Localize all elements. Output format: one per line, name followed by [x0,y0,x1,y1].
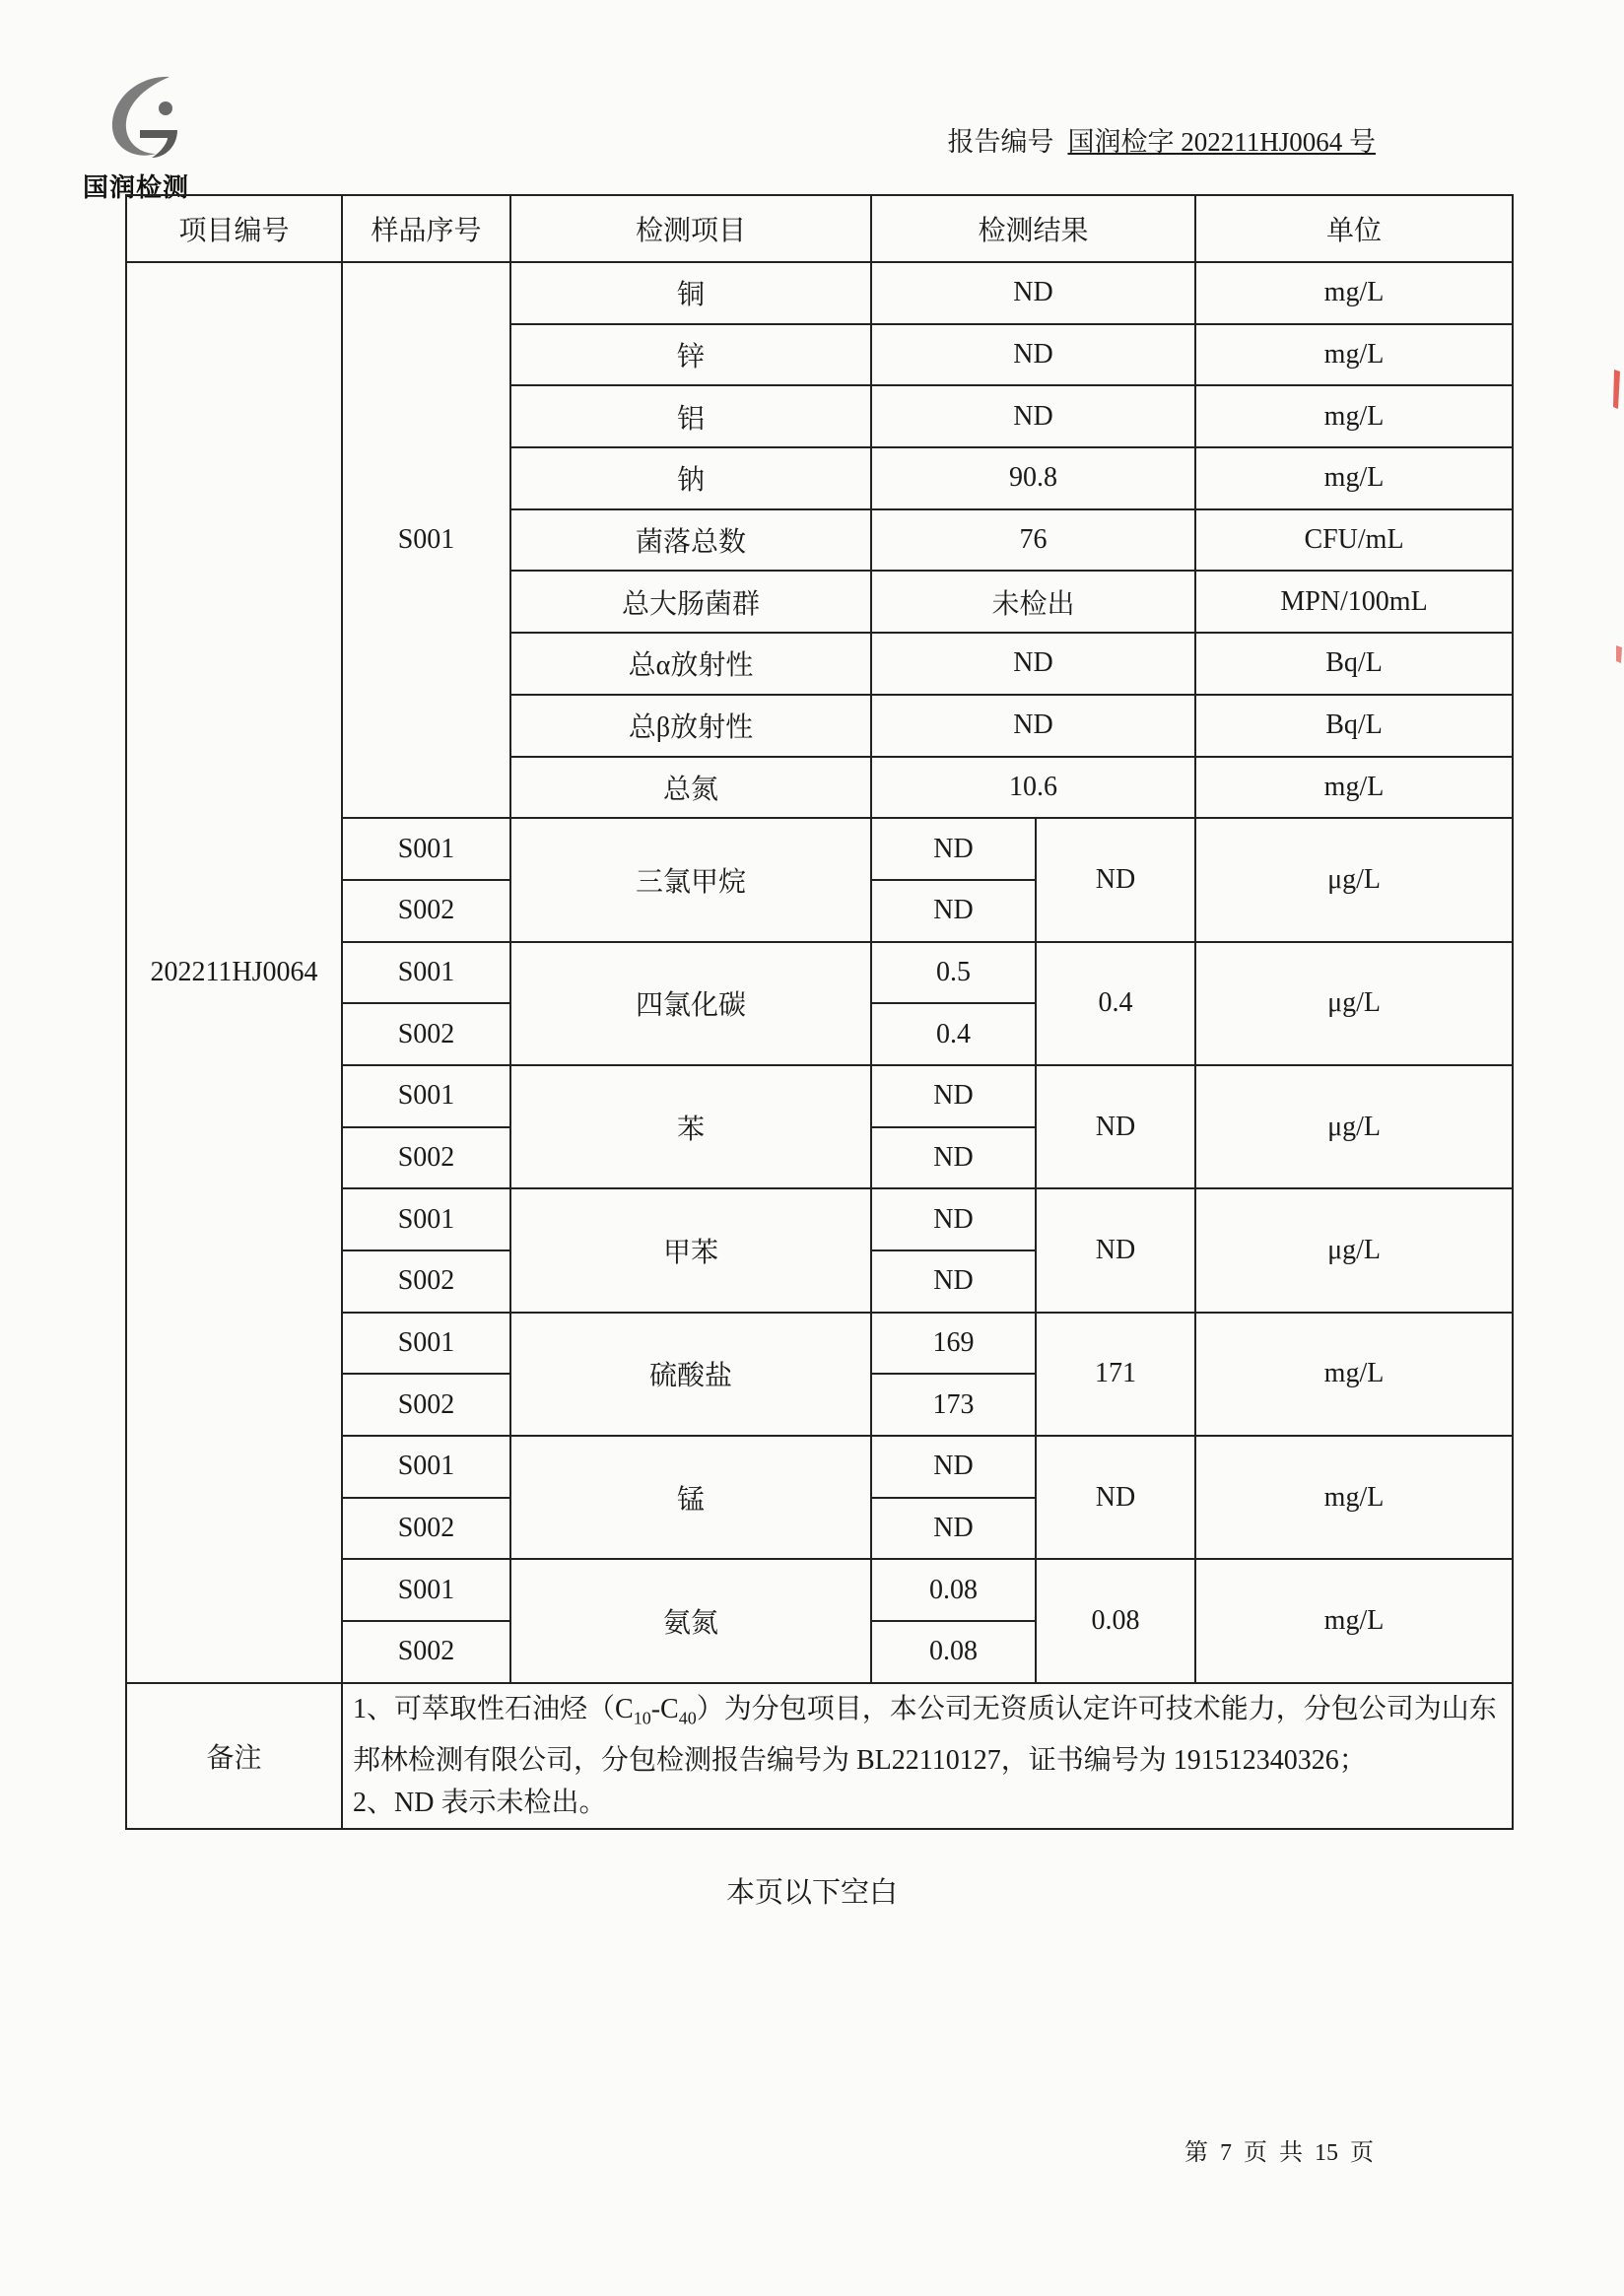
result-cell: 0.5 [871,942,1036,1004]
result-cell: ND [871,1436,1036,1498]
average-result-cell: ND [1036,1065,1195,1188]
unit-cell: MPN/100mL [1195,571,1513,633]
test-item-cell: 锰 [510,1436,871,1559]
unit-cell: Bq/L [1195,695,1513,757]
result-cell: ND [871,633,1195,695]
unit-cell: μg/L [1195,818,1513,941]
col-header-test-item: 检测项目 [510,195,871,262]
sample-no-cell: S002 [342,1127,510,1189]
test-item-cell: 菌落总数 [510,509,871,572]
unit-cell: μg/L [1195,942,1513,1065]
remarks-line1-a: 1、可萃取性石油烃（C [353,1693,634,1724]
sample-no-cell: S002 [342,880,510,942]
result-cell: 173 [871,1374,1036,1436]
sample-no-cell: S001 [342,1313,510,1375]
test-item-cell: 铜 [510,262,871,324]
test-item-cell: 硫酸盐 [510,1313,871,1436]
sample-no-cell: S001 [342,1559,510,1621]
remarks-line1-b: -C [650,1693,679,1724]
unit-cell: mg/L [1195,1313,1513,1436]
unit-cell: mg/L [1195,1559,1513,1682]
test-item-cell: 氨氮 [510,1559,871,1682]
sample-no-cell: S002 [342,1250,510,1313]
result-cell: ND [871,1065,1036,1127]
result-cell: 0.08 [871,1621,1036,1683]
unit-cell: mg/L [1195,385,1513,447]
result-cell: 76 [871,509,1195,572]
unit-cell: mg/L [1195,757,1513,819]
table-header-row [126,195,1513,262]
test-item-cell: 四氯化碳 [510,942,871,1065]
result-cell: ND [871,1188,1036,1250]
unit-cell: Bq/L [1195,633,1513,695]
result-cell: 0.4 [871,1003,1036,1065]
sample-no-cell: S002 [342,1003,510,1065]
report-number-value: 国润检字 202211HJ0064 号 [1067,127,1376,157]
page-total: 15 [1315,2140,1338,2166]
unit-cell: mg/L [1195,324,1513,386]
project-no-cell: 202211HJ0064 [126,262,342,1683]
test-item-cell: 钠 [510,447,871,509]
result-cell: 10.6 [871,757,1195,819]
col-header-result: 检测结果 [871,195,1195,262]
average-result-cell: ND [1036,1436,1195,1559]
average-result-cell: ND [1036,818,1195,941]
result-cell: 0.08 [871,1559,1036,1621]
col-header-unit: 单位 [1195,195,1513,262]
sample-no-cell: S002 [342,1498,510,1560]
remarks-label: 备注 [126,1683,342,1830]
result-cell: 未检出 [871,571,1195,633]
test-item-cell: 总氮 [510,757,871,819]
logo-text: 国润检测 [83,173,190,203]
sample-no-cell: S001 [342,1188,510,1250]
remarks-line2: 2、ND 表示未检出。 [353,1788,607,1819]
sample-no-cell: S001 [342,818,510,880]
blank-below-note: 本页以下空白 [725,1877,898,1909]
result-cell: ND [871,1250,1036,1313]
unit-cell: μg/L [1195,1188,1513,1312]
page-total-word: 共 [1279,2140,1303,2166]
test-item-cell: 甲苯 [510,1188,871,1312]
unit-cell: CFU/mL [1195,509,1513,572]
sample-no-cell: S001 [342,942,510,1004]
col-header-sample-no: 样品序号 [342,195,510,262]
remarks-row [126,1683,1513,1830]
company-logo [83,69,221,203]
test-item-cell: 锌 [510,324,871,386]
logo-mark-icon [101,69,189,168]
table-row [126,262,1513,324]
test-item-cell: 苯 [510,1065,871,1188]
result-cell: ND [871,880,1036,942]
result-cell: 90.8 [871,447,1195,509]
unit-cell: mg/L [1195,262,1513,324]
remarks-line1-c: ）为分包项目，本公司无资质认定许可技术能力，分包公司为山东邦林检测有限公司，分包检测报告编号为 BL22110127，证书编号为 191512340326； [353,1693,1497,1777]
page-word: 页 [1244,2140,1267,2166]
seal-stamp-fragment [1610,350,1624,675]
average-result-cell: 171 [1036,1313,1195,1436]
remarks-subscript-40: 40 [678,1708,697,1728]
result-cell: ND [871,385,1195,447]
result-cell: 169 [871,1313,1036,1375]
unit-cell: mg/L [1195,1436,1513,1559]
result-cell: ND [871,818,1036,880]
result-cell: ND [871,1498,1036,1560]
average-result-cell: 0.08 [1036,1559,1195,1682]
sample-no-cell: S001 [342,1065,510,1127]
unit-cell: mg/L [1195,447,1513,509]
test-item-cell: 总大肠菌群 [510,571,871,633]
unit-cell: μg/L [1195,1065,1513,1188]
sample-no-cell: S001 [342,262,510,818]
result-cell: ND [871,324,1195,386]
sample-no-cell: S001 [342,1436,510,1498]
average-result-cell: ND [1036,1188,1195,1312]
sample-no-cell: S002 [342,1621,510,1683]
test-item-cell: 总β放射性 [510,695,871,757]
sample-no-cell: S002 [342,1374,510,1436]
page-number [1179,2132,1380,2167]
page-suffix: 页 [1350,2140,1374,2166]
remarks-text [342,1683,1513,1830]
result-cell: ND [871,262,1195,324]
remarks-subscript-10: 10 [633,1708,651,1728]
average-result-cell: 0.4 [1036,942,1195,1065]
test-results-table [125,194,1514,1830]
report-number-label: 报告编号 [947,127,1054,157]
test-item-cell: 三氯甲烷 [510,818,871,941]
report-number [947,120,1376,159]
page-prefix: 第 [1184,2140,1208,2166]
page-current: 7 [1220,2140,1232,2166]
test-item-cell: 铝 [510,385,871,447]
test-item-cell: 总α放射性 [510,633,871,695]
result-cell: ND [871,1127,1036,1189]
result-cell: ND [871,695,1195,757]
col-header-project-no: 项目编号 [126,195,342,262]
